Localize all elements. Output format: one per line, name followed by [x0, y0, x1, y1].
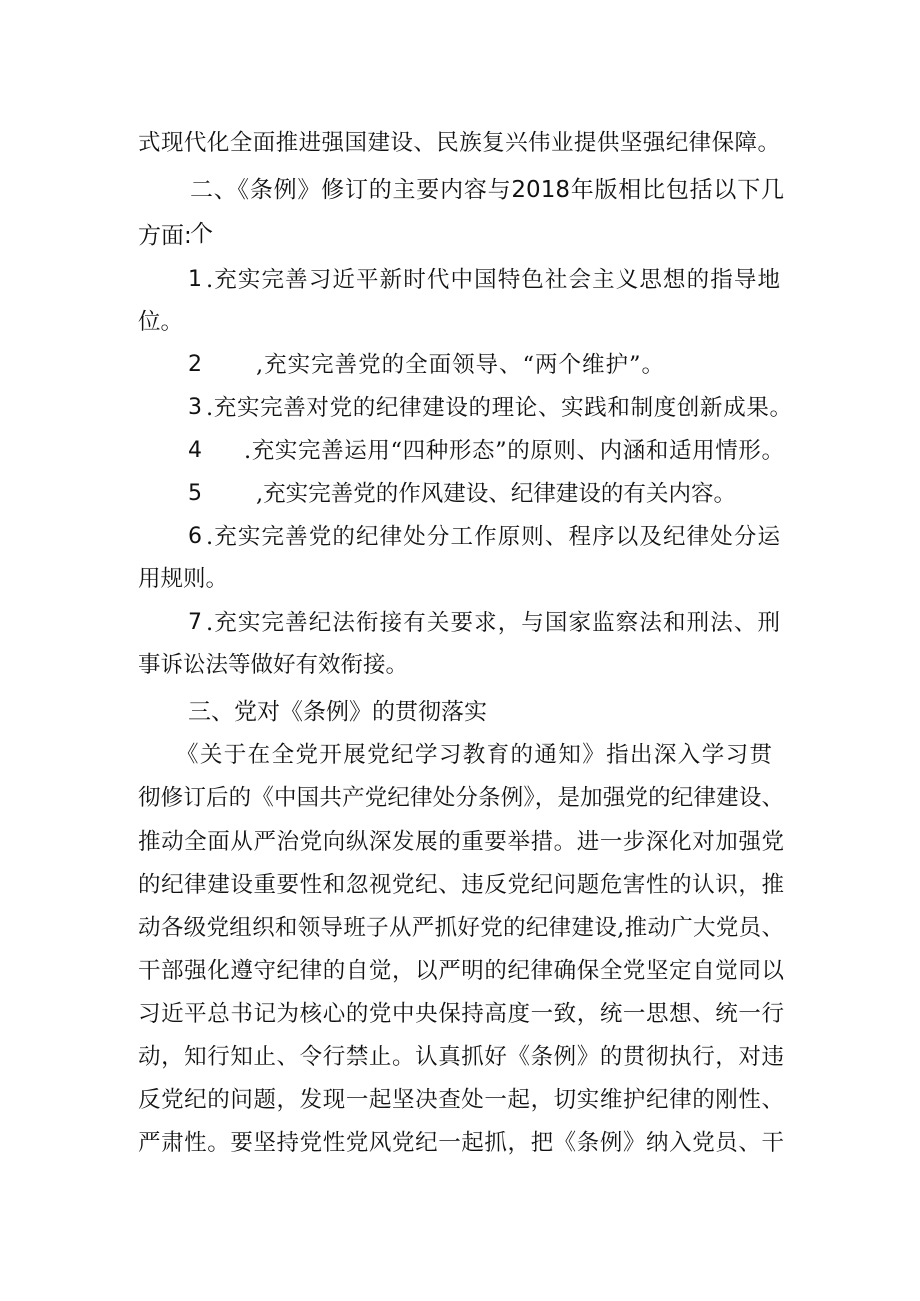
section-2-heading: 二、《条例》修订的主要内容与2018年版相比包括以下几个: [190, 177, 784, 247]
paragraph-line: 反党纪的问题，发现一起坚决查处一起，切实维护纪律的刚性、: [138, 1087, 784, 1113]
list-item-text: .充实完善对党的纪律建设的理论、实践和制度创新成果。: [206, 395, 792, 421]
list-item-text: .充实完善党的纪律处分工作原则、程序以及纪律处分运: [206, 524, 780, 550]
list-item-number: 2: [188, 352, 202, 377]
paragraph-line: 干部强化遵守纪律的自觉，以严明的纪律确保全党坚定自觉同以: [138, 958, 784, 984]
list-item-number: 3: [188, 395, 202, 420]
list-item-7: [0, 601, 920, 645]
list-item-1-continuation: 位。: [138, 309, 184, 335]
list-item-text: .充实完善纪法衔接有关要求，与国家监察法和刑法、刑: [206, 610, 780, 636]
list-item-text: ,充实完善党的作风建设、纪律建设的有关内容。: [256, 481, 736, 507]
paragraph-line: 动各级党组织和领导班子从严抓好党的纪律建设,推动广大党员、: [138, 915, 784, 941]
paragraph-line: 《关于在全党开展党纪学习教育的通知》指出深入学习贯: [176, 742, 772, 768]
list-item-number: 6: [188, 524, 202, 549]
list-item-1: [0, 258, 920, 302]
continuation-paragraph-line: 式现代化全面推进强国建设、民族复兴伟业提供坚强纪律保障。: [138, 130, 780, 156]
list-item-4: [0, 429, 920, 473]
list-item-number: 1: [188, 267, 202, 292]
paragraph-line: 彻修订后的《中国共产党纪律处分条例》，是加强党的纪律建设、: [138, 785, 784, 811]
list-item-text: .充实完善运用“四种形态”的原则、内涵和适用情形。: [244, 438, 784, 464]
paragraph-line: 的纪律建设重要性和忽视党纪、违反党纪问题危害性的认识，推: [138, 872, 784, 898]
list-item-7-continuation: 事诉讼法等做好有效衔接。: [138, 652, 409, 678]
paragraph-line: 推动全面从严治党向纵深发展的重要举措。进一步深化对加强党: [138, 829, 784, 855]
list-item-6: [0, 515, 920, 559]
paragraph-line: 严肃性。要坚持党性党风党纪一起抓，把《条例》纳入党员、干: [138, 1130, 784, 1156]
paragraph-line: 习近平总书记为核心的党中央保持高度一致，统一思想、统一行: [138, 1001, 784, 1027]
list-item-number: 4: [188, 438, 202, 463]
section-3-heading: 三、党对《条例》的贯彻落实: [188, 699, 487, 725]
list-item-text: ,充实完善党的全面领导、“两个维护”。: [256, 352, 664, 378]
list-item-number: 5: [188, 481, 202, 506]
paragraph-line: 动，知行知止、令行禁止。认真抓好《条例》的贯彻执行，对违: [138, 1044, 784, 1070]
list-item-number: 7: [188, 610, 202, 635]
list-item-3: [0, 386, 920, 430]
list-item-text: .充实完善习近平新时代中国特色社会主义思想的指导地: [206, 267, 780, 293]
list-item-5: [0, 472, 920, 516]
section-2-heading-continuation: 方面:: [138, 223, 192, 249]
list-item-2: [0, 343, 920, 387]
list-item-6-continuation: 用规则。: [138, 566, 229, 592]
